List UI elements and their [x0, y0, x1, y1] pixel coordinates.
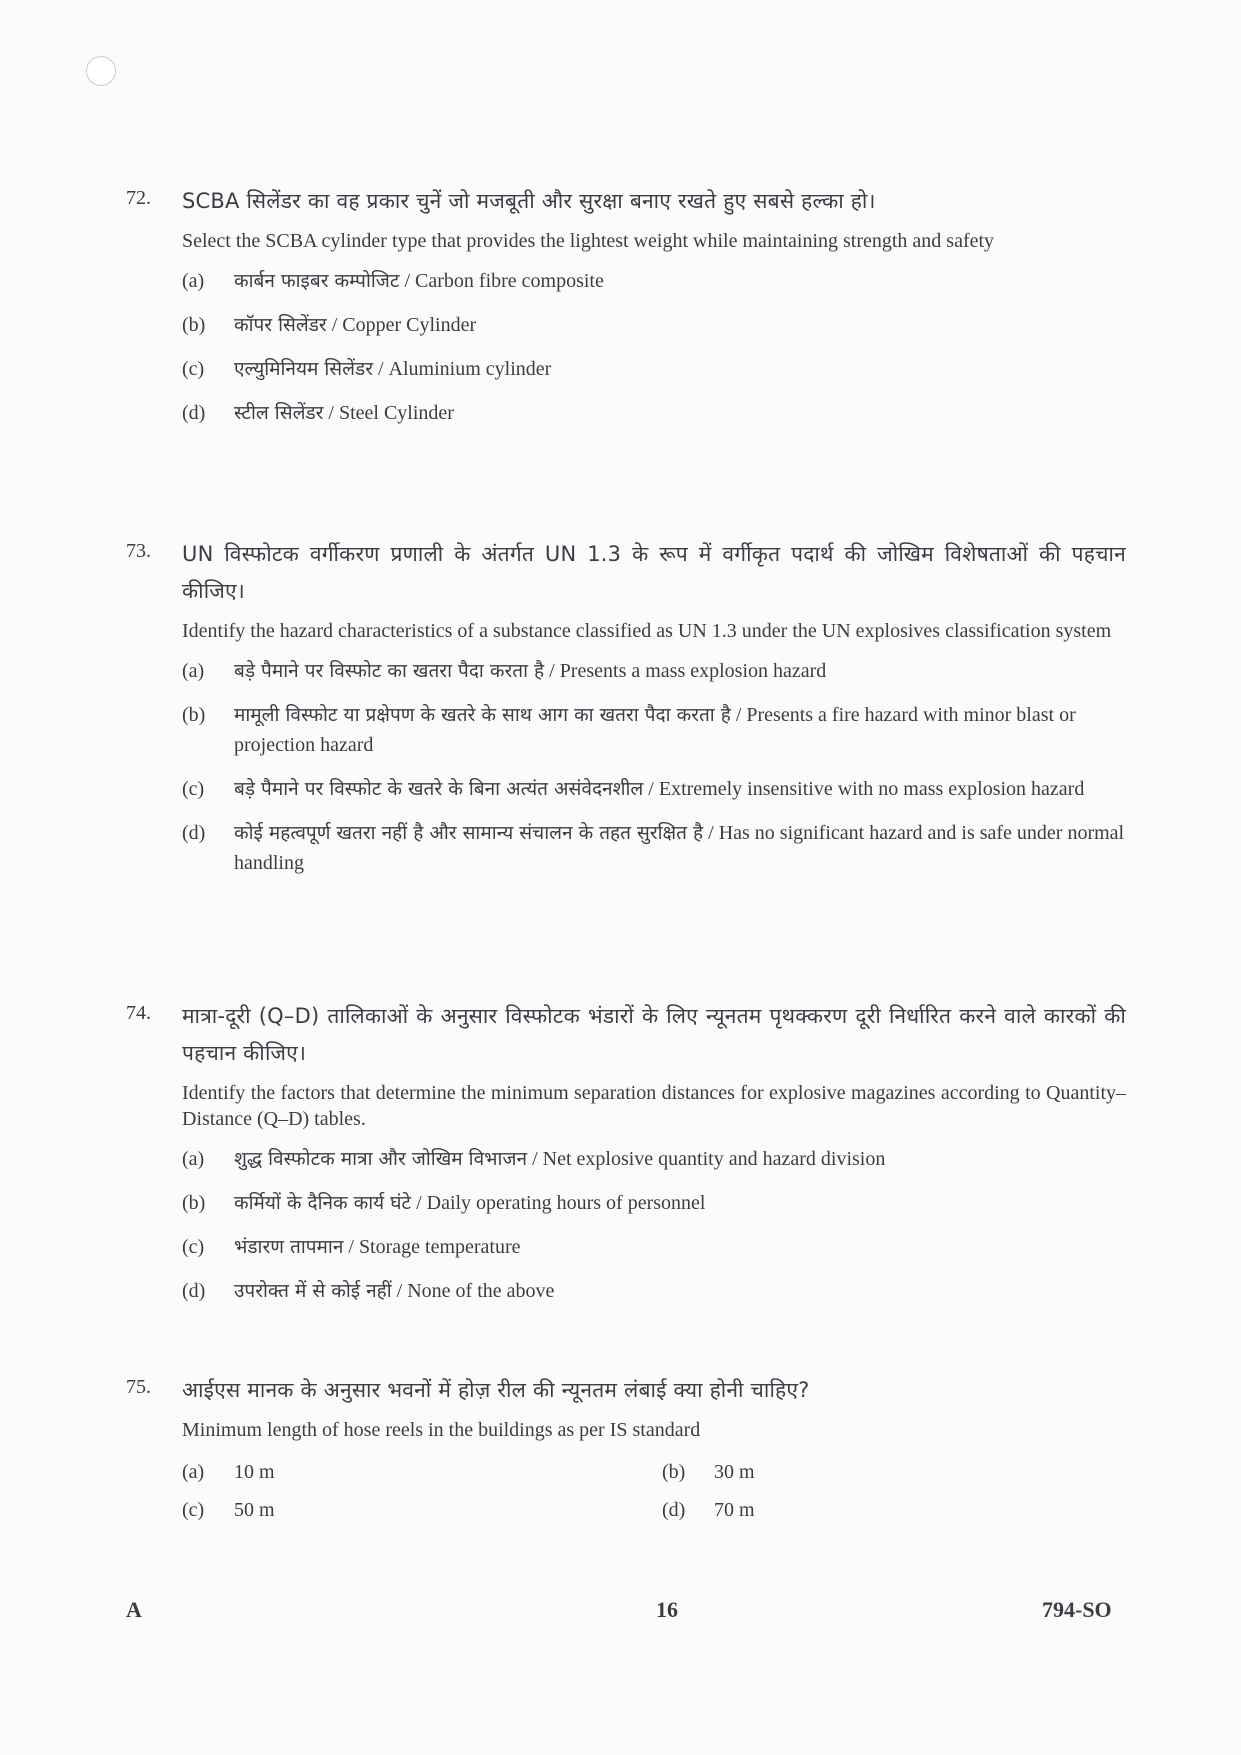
option-b: (b) मामूली विस्फोट या प्रक्षेपण के खतरे के साथ आग का खतरा पैदा करता है / Presents a fire hazard with minor blast or projection hazard	[182, 704, 1076, 756]
question-text-hindi: मात्रा-दूरी (Q–D) तालिकाओं के अनुसार विस्फोटक भंडारों के लिए न्यूनतम पृथक्करण दूरी निर्धारित करने वाले कारकों की पहचान कीजिए।	[182, 1004, 1126, 1065]
question-text-english: Select the SCBA cylinder type that provides the lightest weight while maintaining strength and safety	[182, 230, 995, 252]
options-list	[182, 266, 1126, 428]
question-text-hindi: SCBA सिलेंडर का वह प्रकार चुनें जो मजबूती और सुरक्षा बनाए रखते हुए सबसे हल्का हो।	[182, 189, 876, 213]
options-grid	[182, 1457, 1126, 1525]
footer-series: A	[126, 1597, 142, 1622]
question-number: 74.	[126, 1002, 151, 1024]
option-c: (c) बड़े पैमाने पर विस्फोट के खतरे के बिना अत्यंत असंवेदनशील / Extremely insensitive with no mass explosion hazard	[182, 778, 1085, 800]
option-a: (a) 10 m	[182, 1461, 275, 1483]
question-text-english: Minimum length of hose reels in the buildings as per IS standard	[182, 1419, 701, 1441]
question-number: 75.	[126, 1376, 151, 1398]
footer-paper-code: 794-SO	[1042, 1597, 1112, 1622]
question-text-english: Identify the factors that determine the minimum separation distances for explosive magazines according to Quantity–Distance (Q–D) tables.	[182, 1082, 1126, 1130]
question-72	[126, 183, 1126, 442]
option-c: (c) एल्युमिनियम सिलेंडर / Aluminium cylinder	[182, 358, 552, 380]
question-text-hindi: आईएस मानक के अनुसार भवनों में होज़ रील की न्यूनतम लंबाई क्या होनी चाहिए?	[182, 1378, 810, 1402]
option-a: (a) कार्बन फाइबर कम्पोजिट / Carbon fibre composite	[182, 270, 604, 292]
footer-page-number: 16	[656, 1597, 678, 1622]
option-d: (d) 70 m	[662, 1499, 755, 1521]
question-number: 73.	[126, 540, 151, 562]
question-75	[126, 1372, 1126, 1525]
option-a: (a) बड़े पैमाने पर विस्फोट का खतरा पैदा करता है / Presents a mass explosion hazard	[182, 660, 827, 682]
question-number: 72.	[126, 187, 151, 209]
option-a: (a) शुद्ध विस्फोटक मात्रा और जोखिम विभाजन / Net explosive quantity and hazard division	[182, 1148, 886, 1170]
options-list	[182, 656, 1126, 878]
option-d: (d) स्टील सिलेंडर / Steel Cylinder	[182, 402, 454, 424]
option-b: (b) कॉपर सिलेंडर / Copper Cylinder	[182, 314, 477, 336]
option-c: (c) भंडारण तापमान / Storage temperature	[182, 1236, 521, 1258]
option-c: (c) 50 m	[182, 1499, 275, 1521]
question-73	[126, 536, 1126, 892]
options-list	[182, 1144, 1126, 1306]
question-text-hindi: UN विस्फोटक वर्गीकरण प्रणाली के अंतर्गत UN 1.3 के रूप में वर्गीकृत पदार्थ की जोखिम विशेषताओं की पहचान कीजिए।	[182, 542, 1126, 603]
option-d: (d) कोई महत्वपूर्ण खतरा नहीं है और सामान्य संचालन के तहत सुरक्षित है / Has no significant hazard and is safe under normal handling	[182, 822, 1125, 874]
punch-hole-mark	[86, 56, 116, 86]
option-d: (d) उपरोक्त में से कोई नहीं / None of the above	[182, 1280, 555, 1302]
question-text-english: Identify the hazard characteristics of a substance classified as UN 1.3 under the UN explosives classification system	[182, 620, 1112, 642]
option-b: (b) कर्मियों के दैनिक कार्य घंटे / Daily operating hours of personnel	[182, 1192, 706, 1214]
question-74	[126, 998, 1126, 1320]
option-b: (b) 30 m	[662, 1461, 755, 1483]
